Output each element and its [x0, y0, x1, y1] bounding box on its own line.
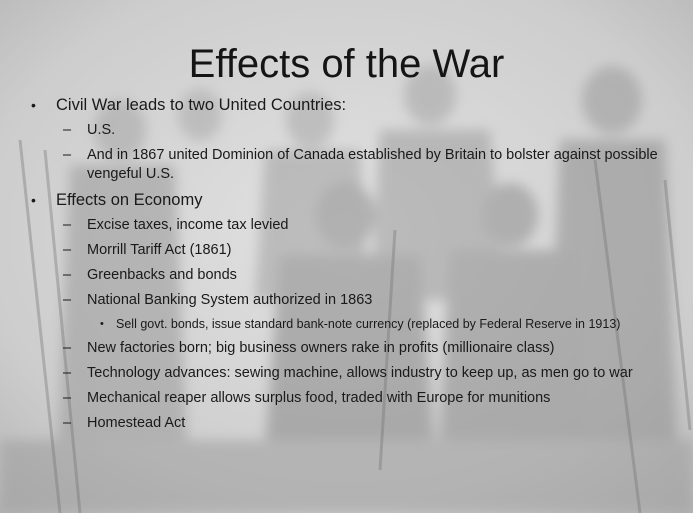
- sub-bullet-text: National Banking System authorized in 1863: [87, 292, 373, 308]
- sub-bullet-text: Excise taxes, income tax levied: [87, 217, 289, 233]
- dash-marker: –: [63, 415, 72, 431]
- sub-bullet-text: Greenbacks and bonds: [87, 267, 237, 283]
- dash-marker: –: [63, 365, 72, 381]
- sub-bullet-item: [28, 121, 658, 140]
- sub-bullet-item: [28, 339, 658, 358]
- sub-bullet-item: [28, 241, 658, 260]
- sub-bullet-text: Technology advances: sewing machine, allows industry to keep up, as men go to war: [87, 365, 633, 381]
- sub-bullet-text: U.S.: [87, 122, 116, 138]
- sub-bullet-text: Morrill Tariff Act (1861): [87, 242, 232, 258]
- bullet-text: Civil War leads to two United Countries:: [56, 96, 347, 114]
- sub-bullet-item: [28, 216, 658, 235]
- sub-bullet-item: [28, 266, 658, 285]
- sub-bullet-text: Mechanical reaper allows surplus food, traded with Europe for munitions: [87, 390, 551, 406]
- sub-sub-bullet-text: Sell govt. bonds, issue standard bank-note currency (replaced by Federal Reserve in 1913): [116, 317, 621, 331]
- bullet-marker: •: [31, 192, 36, 208]
- sub-bullet-item: [28, 291, 658, 310]
- bullet-marker: •: [31, 97, 36, 113]
- bullet-text: Effects on Economy: [56, 191, 203, 209]
- sub-bullet-text: Homestead Act: [87, 415, 186, 431]
- dash-marker: –: [63, 217, 72, 233]
- bullet-marker: •: [100, 318, 104, 330]
- bullet-item: [28, 190, 658, 211]
- dash-marker: –: [63, 122, 72, 138]
- bullet-list: [28, 95, 658, 439]
- sub-bullet-text: And in 1867 united Dominion of Canada established by Britain to bolster against possible vengeful U.S.: [87, 147, 658, 182]
- bullet-item: [28, 95, 658, 116]
- sub-bullet-item: [28, 364, 658, 383]
- sub-bullet-text: New factories born; big business owners rake in profits (millionaire class): [87, 340, 555, 356]
- sub-bullet-item: [28, 414, 658, 433]
- dash-marker: –: [63, 292, 72, 308]
- dash-marker: –: [63, 340, 72, 356]
- dash-marker: –: [63, 147, 72, 163]
- dash-marker: –: [63, 390, 72, 406]
- sub-sub-bullet-item: [28, 316, 656, 333]
- sub-bullet-item: [28, 389, 658, 408]
- dash-marker: –: [63, 242, 72, 258]
- sub-bullet-item: [28, 146, 658, 184]
- slide-title: Effects of the War: [188, 42, 505, 86]
- dash-marker: –: [63, 267, 72, 283]
